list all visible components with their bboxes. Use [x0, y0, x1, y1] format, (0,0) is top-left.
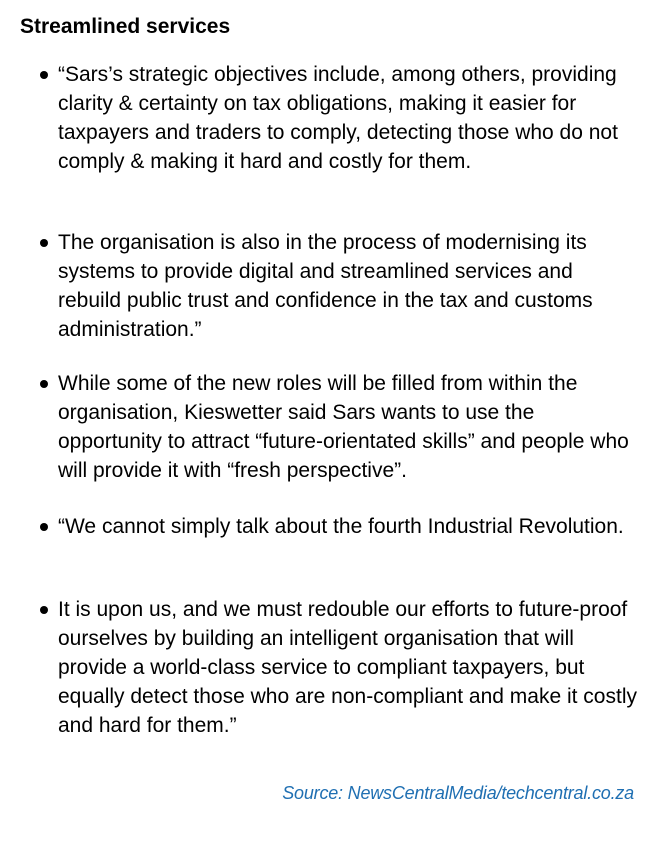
bullet-dot-icon [40, 606, 48, 614]
bullet-dot-icon [40, 380, 48, 388]
source-credit: Source: NewsCentralMedia/techcentral.co.za [282, 783, 634, 803]
bullet-dot-icon [40, 523, 48, 531]
bullet-text: It is upon us, and we must redouble our efforts to future-proof ourselves by building an intelligent organisation that will provide a world-class service to compliant taxpayers, but equally detect those who are non-compliant and make it costly and hard for them.” [58, 598, 637, 737]
bullet-text: While some of the new roles will be filled from within the organisation, Kieswetter said Sars wants to use the opportunity to attract “future-orientated skills” and people who will provide it with “fresh perspective”. [58, 372, 629, 482]
bullet-dot-icon [40, 71, 48, 79]
bullet-text: The organisation is also in the process of modernising its systems to provide digital and streamlined services and rebuild public trust and confidence in the tax and customs administration.” [58, 231, 593, 341]
bullet-text: “Sars’s strategic objectives include, among others, providing clarity & certainty on tax obligations, making it easier for taxpayers and traders to comply, detecting those who do not comply & making it hard and costly for them. [58, 63, 618, 173]
bullet-dot-icon [40, 239, 48, 247]
bullet-text: “We cannot simply talk about the fourth Industrial Revolution. [58, 515, 624, 538]
section-title: Streamlined services [20, 15, 231, 38]
